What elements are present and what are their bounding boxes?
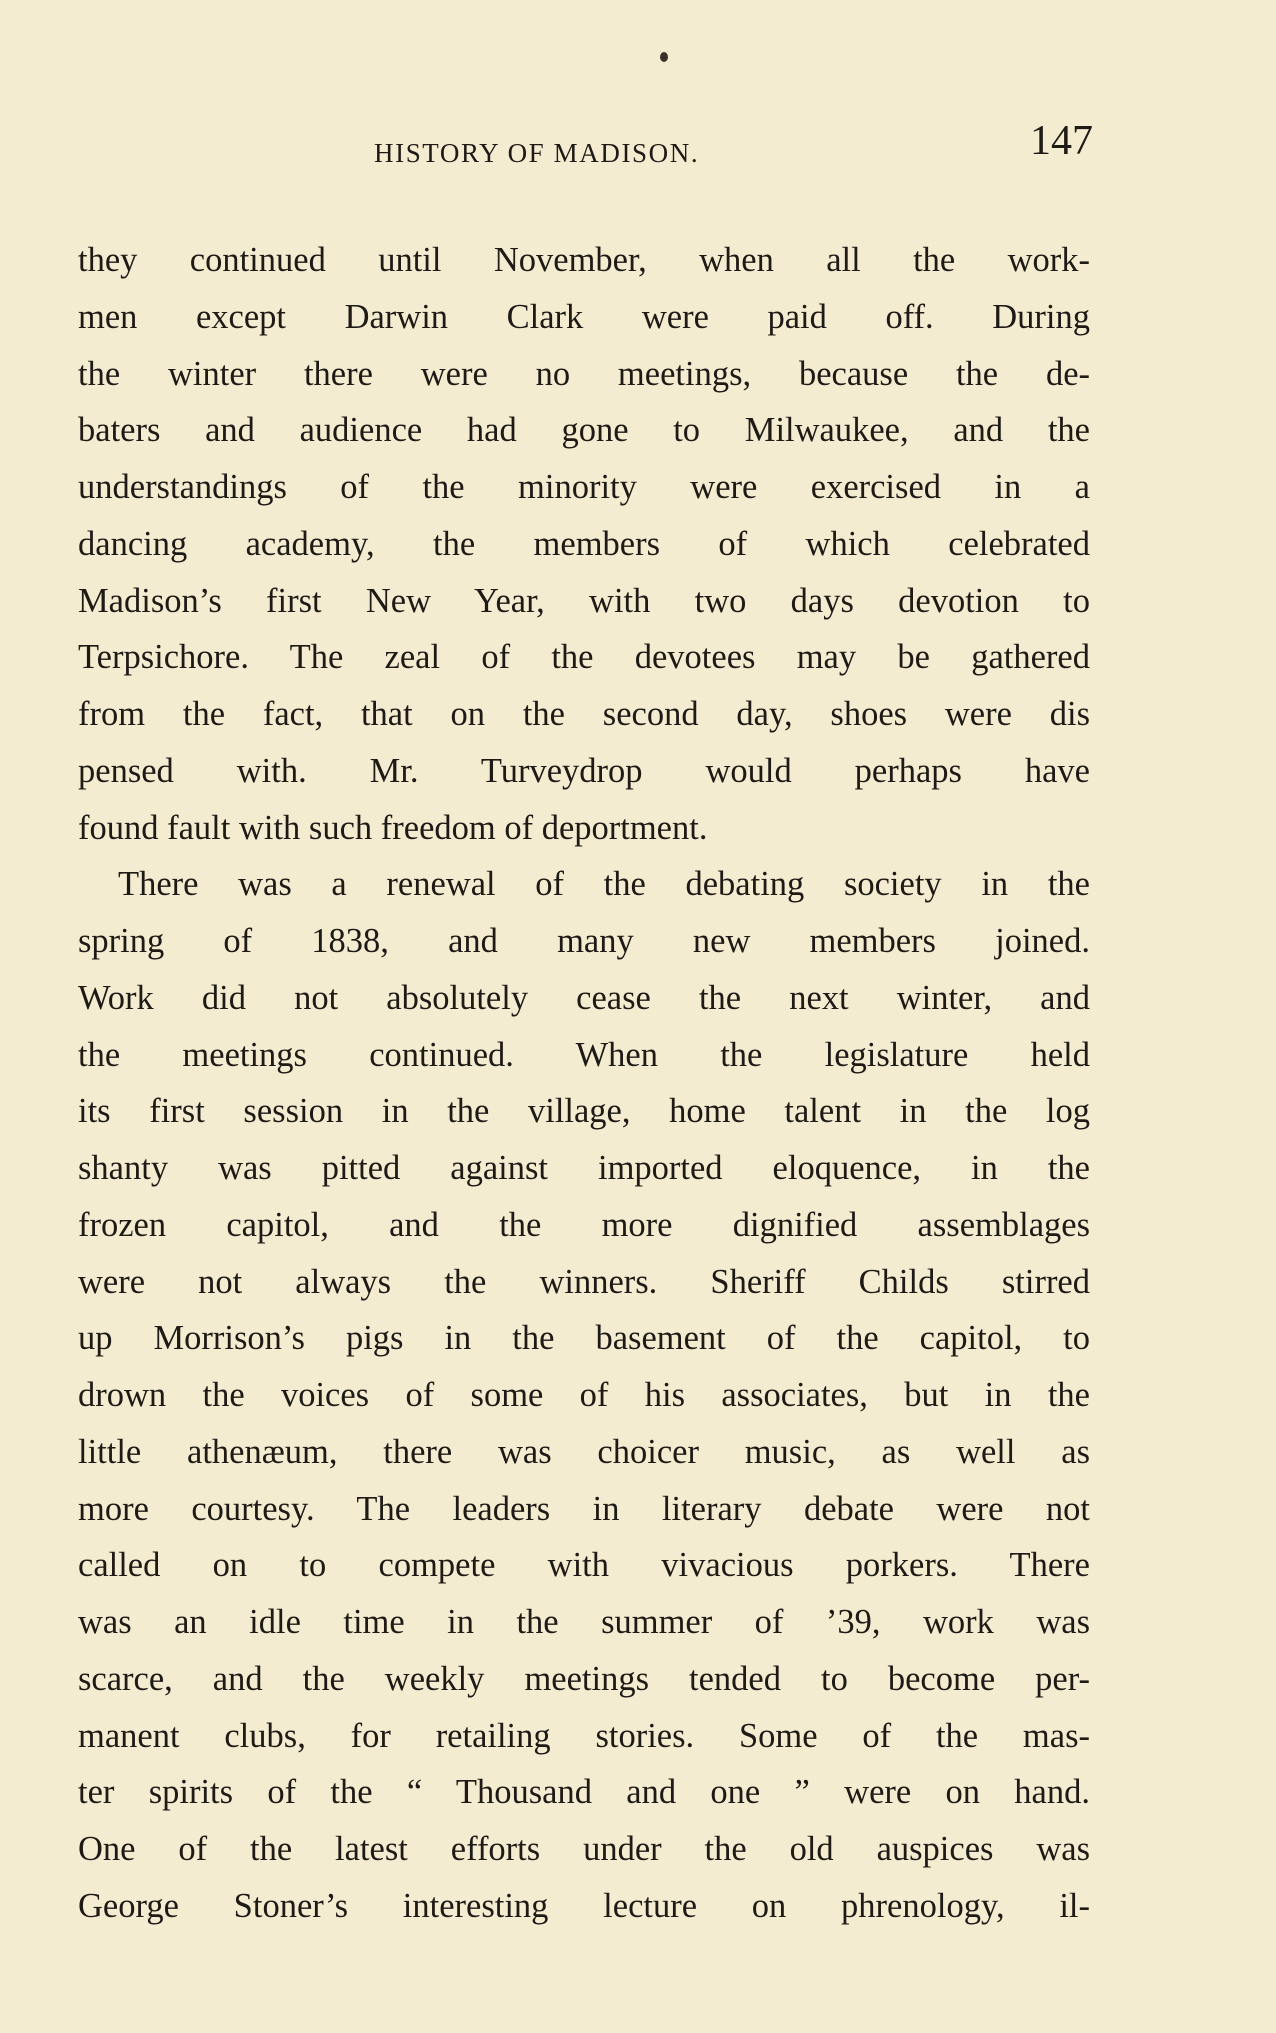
text-line: men except Darwin Clark were paid off. During <box>78 297 1090 336</box>
running-title: HISTORY OF MADISON. <box>374 138 700 168</box>
text-line: dancing academy, the members of which celebrated <box>78 524 1090 563</box>
text-line: George Stoner’s interesting lecture on phrenology, il- <box>78 1886 1090 1925</box>
text-line: understandings of the minority were exercised in a <box>78 468 1090 506</box>
paragraph-first-line: There was a renewal of the debating society in the <box>118 865 1090 904</box>
text-line: ter spirits of the “ Thousand and one ” were on hand. <box>78 1773 1090 1812</box>
text-line: up Morrison’s pigs in the basement of the capitol, to <box>78 1319 1090 1358</box>
text-line: was an idle time in the summer of ’39, work was <box>78 1603 1090 1641</box>
text-line: Terpsichore. The zeal of the devotees may be gathered <box>78 638 1090 677</box>
text-line: the meetings continued. When the legislature held <box>78 1035 1090 1074</box>
text-line: scarce, and the weekly meetings tended to become per- <box>78 1659 1090 1698</box>
text-line: they continued until November, when all the work- <box>78 241 1090 279</box>
text-line: pensed with. Mr. Turveydrop would perhaps have <box>78 751 1090 790</box>
text-line: its first session in the village, home talent in the log <box>78 1092 1090 1131</box>
text-line: drown the voices of some of his associates, but in the <box>78 1376 1090 1414</box>
text-line: spring of 1838, and many new members joined. <box>78 922 1090 960</box>
text-line: Madison’s first New Year, with two days devotion to <box>78 581 1090 620</box>
paragraph-last-line: found fault with such freedom of deportment. <box>78 808 708 847</box>
text-line: from the fact, that on the second day, shoes were dis <box>78 695 1090 733</box>
ink-spot <box>660 52 668 62</box>
text-line: One of the latest efforts under the old auspices was <box>78 1830 1090 1868</box>
text-line: manent clubs, for retailing stories. Some of the mas- <box>78 1716 1090 1755</box>
text-line: Work did not absolutely cease the next winter, and <box>78 978 1090 1017</box>
text-line: the winter there were no meetings, because the de- <box>78 354 1090 393</box>
text-line: called on to compete with vivacious porkers. There <box>78 1546 1090 1585</box>
text-line: baters and audience had gone to Milwaukee, and the <box>78 411 1090 450</box>
text-line: shanty was pitted against imported eloquence, in the <box>78 1149 1090 1187</box>
text-line: little athenæum, there was choicer music, as well as <box>78 1432 1090 1471</box>
text-line: were not always the winners. Sheriff Childs stirred <box>78 1262 1090 1301</box>
text-line: frozen capitol, and the more dignified assemblages <box>78 1205 1090 1244</box>
text-line: more courtesy. The leaders in literary debate were not <box>78 1489 1090 1528</box>
page-number: 147 <box>1030 118 1093 164</box>
running-head <box>78 120 1093 180</box>
body-text <box>78 232 1090 1935</box>
